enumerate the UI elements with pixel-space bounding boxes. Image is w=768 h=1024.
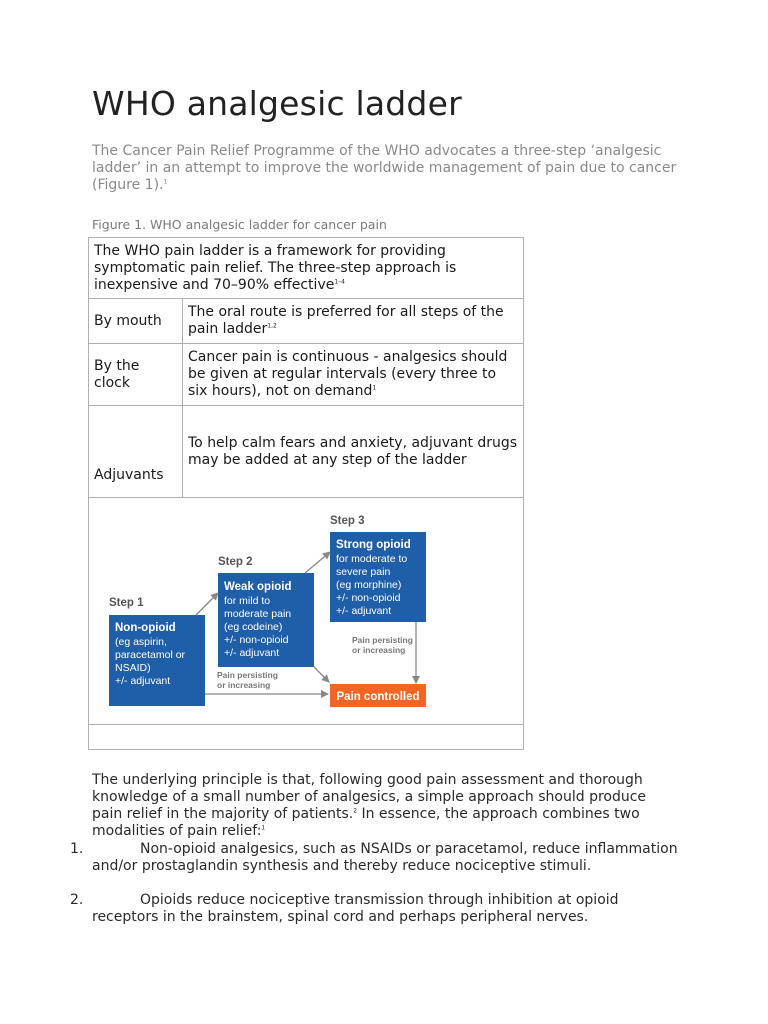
arrow-step2-to-step3 [305,552,330,573]
step2-line: for mild to [224,595,271,607]
persist-label-line: Pain persisting [217,670,278,680]
step3-line: +/- adjuvant [336,605,392,617]
step3-line: (eg morphine) [336,579,402,591]
table-row [89,498,524,725]
step2-heading: Step 2 [218,556,253,568]
empty-cell [89,725,524,750]
table-row [89,344,524,406]
page-title: WHO analgesic ladder [92,84,462,123]
persist-label-line: or increasing [352,645,406,655]
step2-line: +/- adjuvant [224,647,280,659]
row-text: Cancer pain is continuous - analgesics should be given at regular intervals (every three to six hours), not on demand [188,349,508,399]
persist-label-line: Pain persisting [352,635,413,645]
step2-title: Weak opioid [224,581,292,593]
figure-caption: Figure 1. WHO analgesic ladder for cancer pain [92,217,387,232]
list-text: Opioids reduce nociceptive transmission through inhibition at opioid receptors in the brainstem, spinal cord and perhaps peripheral nerves. [92,892,619,925]
row-label: Adjuvants [89,406,183,498]
step2-line: +/- non-opioid [224,634,289,646]
list-number: 1. [70,841,84,857]
step1-line: +/- adjuvant [115,675,171,687]
row-reference: 1,2 [267,322,277,330]
table-header-reference: 1–4 [334,277,345,285]
row-text: The oral route is preferred for all steps of the pain ladder [188,304,504,337]
row-label: By the clock [89,344,183,406]
intro-paragraph [92,143,692,194]
table-row [89,725,524,750]
step1-title: Non-opioid [115,622,176,634]
body-paragraph [92,772,672,840]
row-label: By mouth [89,299,183,344]
body-reference: 1 [261,824,266,832]
arrow-step2-to-controlled [314,667,329,682]
body-text: The underlying principle is that, following good pain assessment and thorough knowledge of a small number of analgesics, a simple approach should produce pain relief in the majority of patients. [92,772,647,822]
step2-line: moderate pain [224,608,292,620]
table-row [89,299,524,344]
intro-reference: 1 [163,178,168,186]
step3-line: severe pain [336,566,391,578]
table-header-cell [89,238,524,299]
pain-controlled-label: Pain controlled [336,691,420,703]
step3-line: +/- non-opioid [336,592,401,604]
row-text-cell [183,344,524,406]
list-text: Non-opioid analgesics, such as NSAIDs or paracetamol, reduce inflammation and/or prostaglandin synthesis and thereby reduce nociceptive stimuli. [92,841,678,874]
row-text: To help calm fears and anxiety, adjuvant drugs may be added at any step of the ladder [188,434,518,468]
list-item [70,892,682,926]
step1-heading: Step 1 [109,597,144,609]
arrow-step1-to-step2 [196,593,218,615]
body-text: In essence, the approach combines two modalities of pain relief: [92,806,640,839]
step1-line: paracetamol or [115,649,186,661]
row-text-cell [183,406,524,498]
table-row [89,238,524,299]
step1-line: NSAID) [115,662,151,674]
step3-line: for moderate to [336,553,408,565]
diagram-cell [89,498,524,725]
ladder-table [88,237,524,750]
step1-line: (eg aspirin, [115,636,167,648]
ladder-diagram [89,498,523,724]
list-number: 2. [70,892,84,908]
row-reference: 1 [372,384,377,392]
persist-label-line: or increasing [217,680,271,690]
table-row [89,406,524,498]
row-text-cell [183,299,524,344]
step3-heading: Step 3 [330,515,365,527]
table-header-text: The WHO pain ladder is a framework for providing symptomatic pain relief. The three-step approach is inexpensive and 70–90% effective [94,242,457,293]
list-item [70,841,682,875]
intro-text: The Cancer Pain Relief Programme of the WHO advocates a three-step ‘analgesic ladder’ in an attempt to improve the worldwide management of pain due to cancer (Figure 1). [92,143,677,193]
step3-title: Strong opioid [336,539,411,551]
step2-line: (eg codeine) [224,621,283,633]
body-reference: 2 [353,807,358,815]
